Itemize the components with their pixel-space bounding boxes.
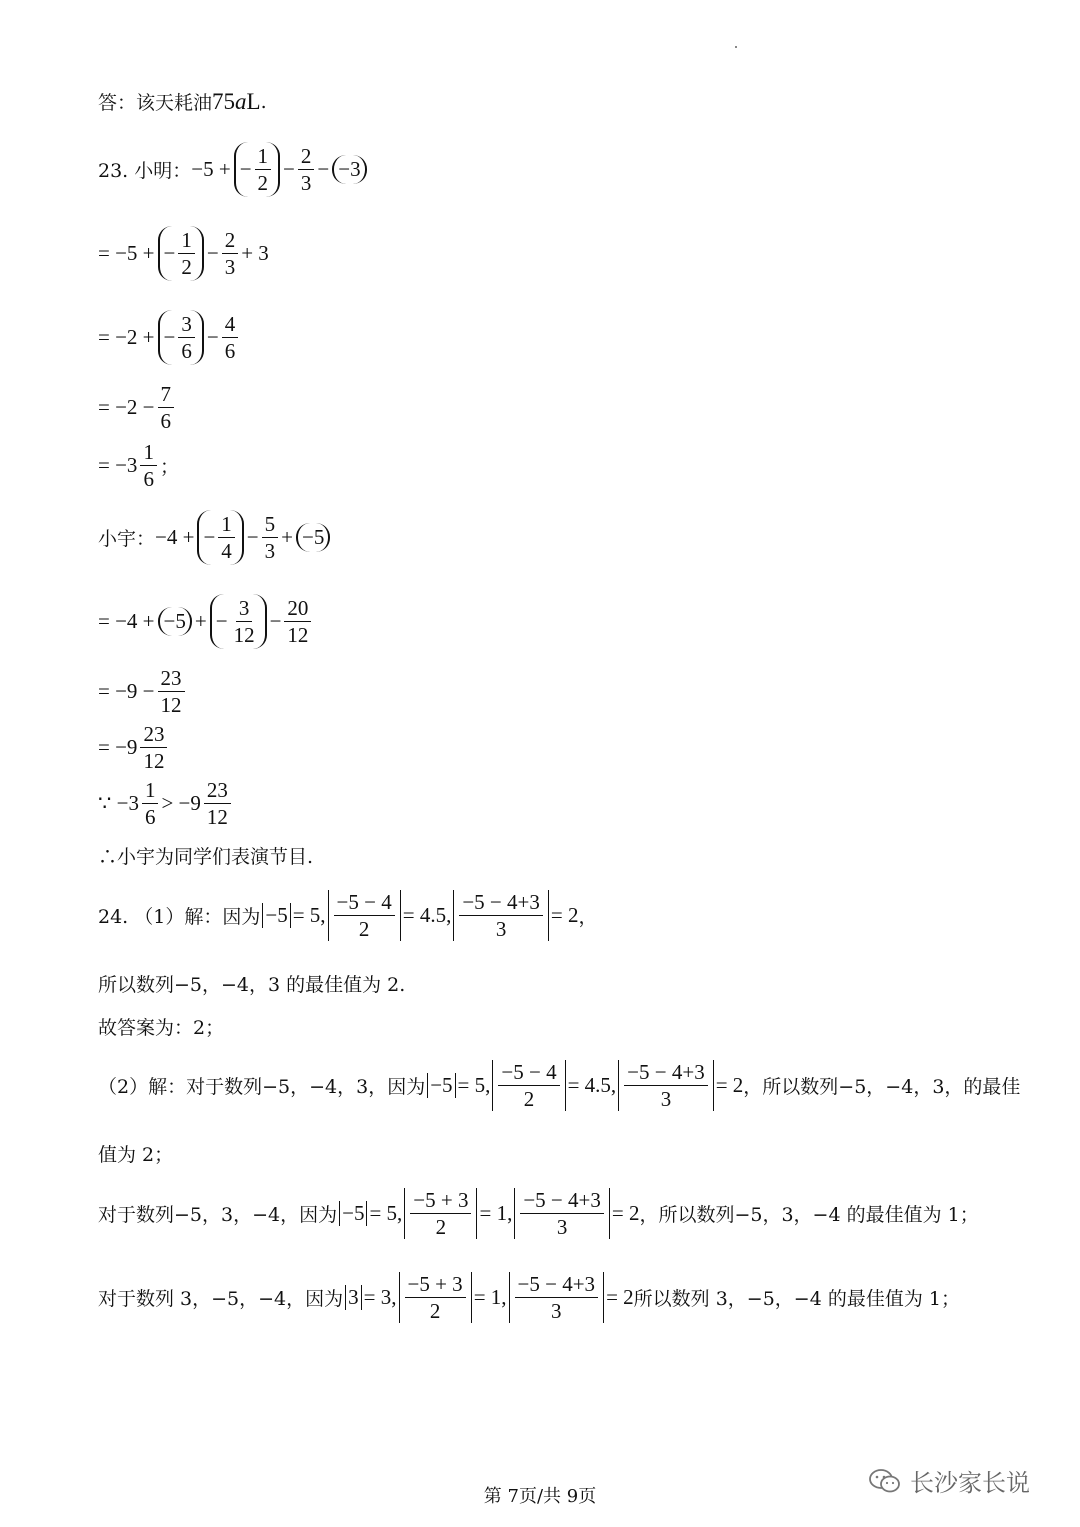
frac-num: −5 − 4+3 xyxy=(459,890,543,916)
expr-text: = −4 + xyxy=(98,609,155,634)
frac-den: 4 xyxy=(221,539,232,564)
paren-group: −5 xyxy=(296,523,330,552)
abs-fraction xyxy=(404,1188,477,1239)
frac-num: 1 xyxy=(218,512,235,538)
expr-text: − xyxy=(246,525,259,550)
q23-xiaoyu-line-1 xyxy=(98,510,333,565)
xiaoyu-label: 小宇： xyxy=(98,528,156,551)
frac-num: 23 xyxy=(158,666,185,692)
q24-part1-line xyxy=(98,890,597,941)
paren-group: −5 xyxy=(158,607,192,636)
abs-value: 3 xyxy=(345,1285,362,1310)
frac-den: 3 xyxy=(660,1087,672,1112)
q24-label: 24. （1）解：因为 xyxy=(98,906,261,929)
q24-part2-label: （2）解：对于数列−5，−4，3，因为 xyxy=(98,1076,426,1099)
fraction xyxy=(284,596,311,647)
abs-value: −5 xyxy=(262,903,290,928)
wechat-icon xyxy=(868,1468,902,1494)
expr-text: ； xyxy=(159,456,179,479)
fraction xyxy=(158,666,185,717)
q24-part2-continuation: 值为 2； xyxy=(98,1144,174,1166)
frac-num: 1 xyxy=(140,440,157,466)
frac-num: 3 xyxy=(236,596,253,622)
frac-num: 1 xyxy=(142,778,159,804)
frac-num: 2 xyxy=(222,228,239,254)
answer-prefix: 答：该天耗油 xyxy=(98,92,213,114)
expr-text: + xyxy=(194,609,207,634)
watermark xyxy=(868,1463,1030,1498)
frac-den: 2 xyxy=(257,171,269,196)
q23-conclusion: ∴小宇为同学们表演节目. xyxy=(98,846,314,868)
frac-num: 1 xyxy=(255,144,272,170)
frac-num: 7 xyxy=(158,382,175,408)
paren-group: −3 xyxy=(332,155,366,184)
expr-text: = −5 + xyxy=(98,241,155,266)
abs-fraction xyxy=(618,1060,714,1111)
q24-part1-answer: 故答案为：2； xyxy=(98,1017,225,1039)
frac-den: 6 xyxy=(160,409,172,434)
frac-den: 2 xyxy=(523,1087,535,1112)
frac-den: 2 xyxy=(429,1299,441,1324)
fraction xyxy=(222,312,239,363)
fraction xyxy=(222,228,239,279)
q23-xiaoyu-line-3 xyxy=(98,666,188,717)
expr-text: − xyxy=(206,241,219,266)
expr-text: = 1, xyxy=(479,1201,513,1226)
expr-text: = 1, xyxy=(473,1285,507,1310)
frac-den: 12 xyxy=(287,623,309,648)
q24-part3-line xyxy=(98,1188,979,1239)
q23-xiaoyu-line-2 xyxy=(98,594,314,649)
expr-text: ，所以数列−5，−4，3，的最佳 xyxy=(743,1076,1021,1099)
abs-value: −5 xyxy=(339,1201,367,1226)
expr-text: −4 + xyxy=(155,525,195,550)
paren-group: − $\frac{1}{2}$ xyxy=(158,226,204,281)
frac-den: 3 xyxy=(495,917,507,942)
frac-num: −5 − 4 xyxy=(334,890,395,916)
expr-text: = −2 − xyxy=(98,395,155,420)
fraction xyxy=(158,382,175,433)
q24-part3-label: 对于数列−5，3，−4，因为 xyxy=(98,1204,338,1227)
expr-text: − xyxy=(269,609,282,634)
expr-text: − xyxy=(317,157,330,182)
expr-text: = 3, xyxy=(363,1285,397,1310)
abs-fraction xyxy=(328,890,401,941)
q23-xiaoyu-line-4 xyxy=(98,722,170,773)
frac-num: 20 xyxy=(284,596,311,622)
frac-num: 3 xyxy=(178,312,195,338)
expr-text: 所以数列 3，−5，−4 的最佳值为 1； xyxy=(633,1288,960,1311)
expr-text: = −9 − xyxy=(98,679,155,704)
frac-num: −5 − 4+3 xyxy=(515,1272,599,1298)
frac-num: −5 + 3 xyxy=(405,1272,466,1298)
frac-den: 12 xyxy=(143,749,165,774)
q23-label: 23. 小明： xyxy=(98,160,192,183)
answer-variable: a xyxy=(235,88,247,114)
expr-text: = 2 xyxy=(606,1285,634,1310)
expr-text: = 4.5, xyxy=(567,1073,617,1098)
answer-end: . xyxy=(260,90,267,113)
q23-xiaoming-line-4 xyxy=(98,382,177,433)
frac-den: 3 xyxy=(556,1215,568,1240)
q23-xiaoming-line-2 xyxy=(98,226,269,281)
page-footer: 第 7页/共 9页 xyxy=(483,1486,597,1507)
expr-text: − xyxy=(283,157,295,182)
frac-num: 4 xyxy=(222,312,239,338)
expr-text: = 2 xyxy=(550,903,579,928)
frac-num: 1 xyxy=(178,228,195,254)
abs-fraction xyxy=(399,1272,472,1323)
scan-dot xyxy=(735,46,737,48)
frac-num: −5 − 4+3 xyxy=(520,1188,604,1214)
fraction xyxy=(140,440,157,491)
expr-text: = 4.5, xyxy=(402,903,452,928)
expr-text: ， xyxy=(578,906,598,929)
fraction xyxy=(142,778,159,829)
abs-fraction xyxy=(514,1188,610,1239)
expr-text: = −2 + xyxy=(98,325,155,350)
answer-value: 75 xyxy=(212,88,236,114)
paren-group: − $\frac{1}{4}$ xyxy=(197,510,243,565)
frac-den: 3 xyxy=(551,1299,562,1324)
frac-den: 6 xyxy=(181,339,192,364)
expr-text: = 5, xyxy=(457,1073,491,1098)
paren-group: − $\frac{3}{6}$ xyxy=(158,310,204,365)
frac-num: 23 xyxy=(204,778,231,804)
frac-den: 3 xyxy=(300,171,312,196)
expr-text: + 3 xyxy=(241,241,269,266)
q24-part2-line xyxy=(98,1060,1020,1111)
expr-text: = −9 xyxy=(98,735,138,760)
frac-den: 12 xyxy=(206,805,228,830)
frac-den: 2 xyxy=(181,255,192,280)
q23-xiaoming-line-5 xyxy=(98,440,179,491)
frac-num: −5 − 4 xyxy=(498,1060,559,1086)
watermark-text: 长沙家长说 xyxy=(910,1469,1030,1497)
expr-text: > −9 xyxy=(161,791,201,816)
fraction xyxy=(262,512,279,563)
expr-text: = 2 xyxy=(715,1073,744,1098)
expr-text: = 5, xyxy=(369,1201,403,1226)
fraction xyxy=(140,722,167,773)
q23-comparison xyxy=(98,778,234,829)
frac-den: 3 xyxy=(224,255,236,280)
frac-num: 23 xyxy=(140,722,167,748)
answer-22-line xyxy=(98,88,267,115)
frac-num: 5 xyxy=(262,512,279,538)
expr-text: −5 + xyxy=(191,157,231,182)
fraction xyxy=(204,778,231,829)
expr-text: + xyxy=(281,525,293,550)
frac-den: 12 xyxy=(233,623,255,648)
paren-group: − $\frac{3}{12}$ xyxy=(210,594,267,649)
abs-fraction xyxy=(509,1272,605,1323)
abs-value: −5 xyxy=(427,1073,455,1098)
q24-part1-result: 所以数列−5，−4，3 的最佳值为 2. xyxy=(98,974,406,996)
abs-fraction xyxy=(453,890,549,941)
frac-den: 2 xyxy=(435,1215,447,1240)
expr-text: = 2 xyxy=(611,1201,640,1226)
frac-den: 12 xyxy=(160,693,182,718)
expr-text: − xyxy=(206,325,219,350)
answer-unit: L xyxy=(246,88,261,114)
abs-fraction xyxy=(492,1060,565,1111)
frac-den: 6 xyxy=(224,339,236,364)
frac-den: 3 xyxy=(264,539,276,564)
fraction xyxy=(298,144,315,195)
paren-group: − $\frac{1}{2}$ xyxy=(234,142,280,197)
frac-den: 6 xyxy=(144,805,156,830)
frac-num: −5 − 4+3 xyxy=(624,1060,708,1086)
expr-text: = 5, xyxy=(292,903,326,928)
q24-part4-line xyxy=(98,1272,960,1323)
q23-xiaoming-line-1 xyxy=(98,142,370,197)
expr-text: ∵ −3 xyxy=(98,791,139,816)
frac-den: 2 xyxy=(358,917,370,942)
expr-text: = −3 xyxy=(98,453,138,478)
q23-xiaoming-line-3 xyxy=(98,310,241,365)
expr-text: ，所以数列−5，3，−4 的最佳值为 1； xyxy=(639,1204,979,1227)
q24-part4-label: 对于数列 3，−5，−4，因为 xyxy=(98,1288,344,1311)
frac-num: −5 + 3 xyxy=(410,1188,471,1214)
frac-num: 2 xyxy=(298,144,315,170)
frac-den: 6 xyxy=(143,467,154,492)
